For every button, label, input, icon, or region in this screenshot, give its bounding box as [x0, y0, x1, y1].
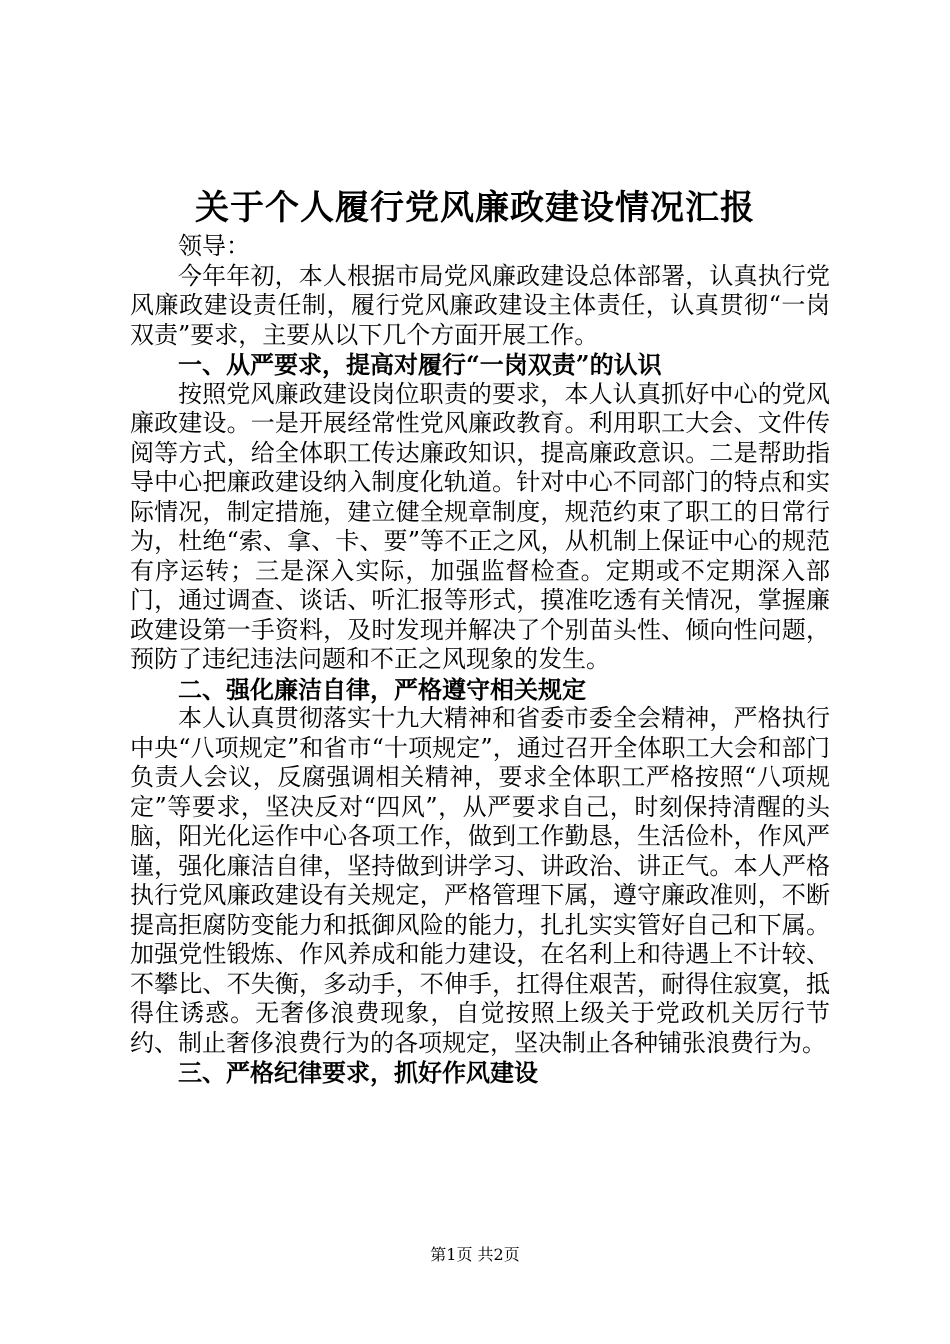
section-3-heading: 三、严格纪律要求，抓好作风建设 — [178, 1058, 538, 1087]
section-1-paragraph: 按照党风廉政建设岗位职责的要求，本人认真抓好中心的党风廉政建设。一是开展经常性党风廉政教育。利用职工大会、文件传阅等方式，给全体职工传达廉政知识，提高廉政意识。二是帮助指导中心把廉政建设纳入制度化轨道。针对中心不同部门的特点和实际情况，制定措施，建立健全规章制度，规范约束了职工的日常行为，杜绝“索、拿、卡、要”等不正之风，从机制上保证中心的规范有序运转；三是深入实际，加强监督检查。定期或不定期深入部门，通过调查、谈话、听汇报等形式，摸准吃透有关情况，掌握廉政建设第一手资料，及时发现并解决了个别苗头性、倾向性问题，预防了违纪违法问题和不正之风现象的发生。 — [130, 379, 830, 673]
intro-paragraph: 今年年初，本人根据市局党风廉政建设总体部署，认真执行党风廉政建设责任制，履行党风廉政建设主体责任，认真贯彻“一岗双责”要求，主要从以下几个方面开展工作。 — [130, 261, 830, 349]
section-2-heading: 二、强化廉洁自律，严格遵守相关规定 — [178, 674, 586, 704]
salutation: 领导： — [178, 232, 250, 260]
section-2-paragraph: 本人认真贯彻落实十九大精神和省委市委全会精神，严格执行中央“八项规定”和省市“十项规定”，通过召开全体职工大会和部门负责人会议，反腐强调相关精神，要求全体职工严格按照“八项规定”等要求，坚决反对“四风”，从严要求自己，时刻保持清醒的头脑，阳光化运作中心各项工作，做到工作勤恳，生活俭朴，作风严谨，强化廉洁自律，坚持做到讲学习、讲政治、讲正气。本人严格执行党风廉政建设有关规定，严格管理下属，遵守廉政准则，不断提高拒腐防变能力和抵御风险的能力，扎扎实实管好自己和下属。加强党性锻炼、作风养成和能力建设，在名利上和待遇上不计较、不攀比、不失衡，多动手，不伸手，扛得住艰苦，耐得住寂寞，抵得住诱惑。无奢侈浪费现象，自觉按照上级关于党政机关厉行节约、制止奢侈浪费行为的各项规定，坚决制止各种铺张浪费行为。 — [130, 704, 830, 1057]
page-number-footer: 第1页 共2页 — [430, 1245, 520, 1264]
section-1-heading: 一、从严要求，提高对履行“一岗双责”的认识 — [178, 350, 662, 379]
document-title: 关于个人履行党风廉政建设情况汇报 — [195, 188, 755, 228]
document-body — [130, 232, 830, 1088]
